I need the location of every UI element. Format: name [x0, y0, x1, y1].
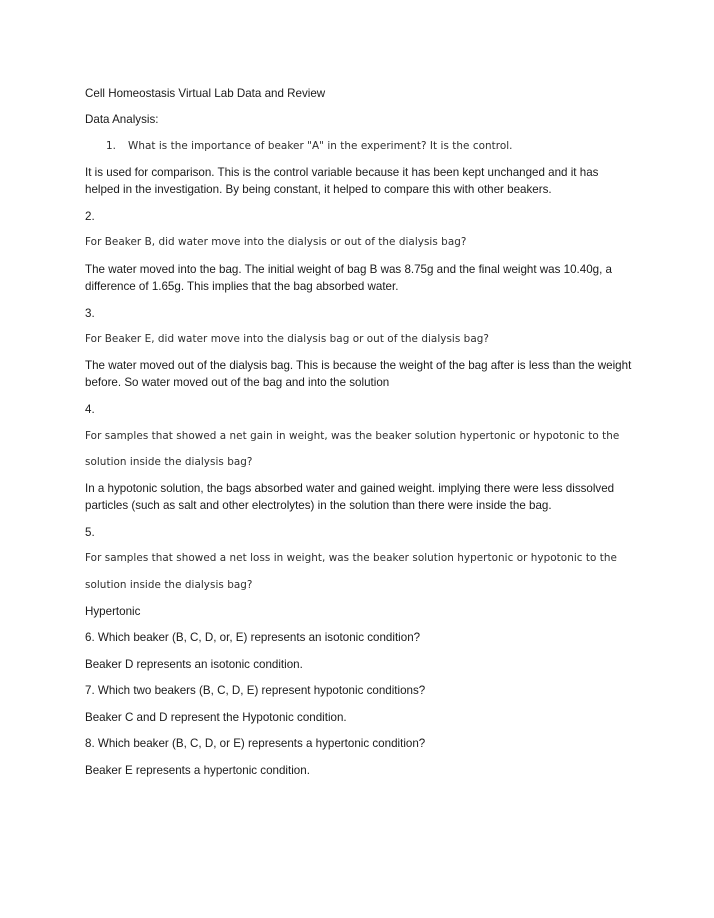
q1-number: 1.: [106, 140, 117, 152]
q6-answer: Beaker D represents an isotonic condition.: [85, 658, 303, 671]
q4-answer: In a hypotonic solution, the bags absorbed water and gained weight. implying there were less dissolved particles (such as salt and other electrolytes) in the solution than there were inside the bag.: [85, 482, 615, 512]
q5-number: 5.: [85, 526, 95, 539]
q1-answer: It is used for comparison. This is the control variable because it has been kept unchanged and it has helped in the investigation. By being constant, it helped to compare this with other beakers.: [85, 166, 599, 196]
q5-question-line2: solution inside the dialysis bag?: [85, 579, 253, 591]
q3-number: 3.: [85, 307, 95, 320]
document-title: Cell Homeostasis Virtual Lab Data and Review: [85, 87, 326, 100]
q7-answer: Beaker C and D represent the Hypotonic condition.: [85, 711, 347, 724]
q4-question-line1: For samples that showed a net gain in weight, was the beaker solution hypertonic or hypotonic to the: [85, 430, 620, 442]
q3-question: For Beaker E, did water move into the dialysis bag or out of the dialysis bag?: [85, 333, 489, 345]
q7-question: 7. Which two beakers (B, C, D, E) represent hypotonic conditions?: [85, 684, 426, 697]
q4-number: 4.: [85, 403, 95, 416]
q8-answer: Beaker E represents a hypertonic condition.: [85, 764, 310, 777]
q5-answer: Hypertonic: [85, 605, 141, 618]
q2-number: 2.: [85, 210, 95, 223]
q8-question: 8. Which beaker (B, C, D, or E) represents a hypertonic condition?: [85, 737, 426, 750]
q6-question: 6. Which beaker (B, C, D, or, E) represents an isotonic condition?: [85, 631, 421, 644]
q5-question-line1: For samples that showed a net loss in weight, was the beaker solution hypertonic or hypotonic to the: [85, 552, 617, 564]
q3-answer: The water moved out of the dialysis bag. This is because the weight of the bag after is less than the weight before. So water moved out of the bag and into the solution: [85, 359, 632, 389]
q4-question-line2: solution inside the dialysis bag?: [85, 456, 253, 468]
q2-answer: The water moved into the bag. The initial weight of bag B was 8.75g and the final weight was 10.40g, a difference of 1.65g. This implies that the bag absorbed water.: [85, 263, 612, 293]
q1-question: What is the importance of beaker "A" in the experiment? It is the control.: [128, 140, 513, 152]
section-heading: Data Analysis:: [85, 113, 159, 126]
q2-question: For Beaker B, did water move into the dialysis or out of the dialysis bag?: [85, 236, 467, 248]
